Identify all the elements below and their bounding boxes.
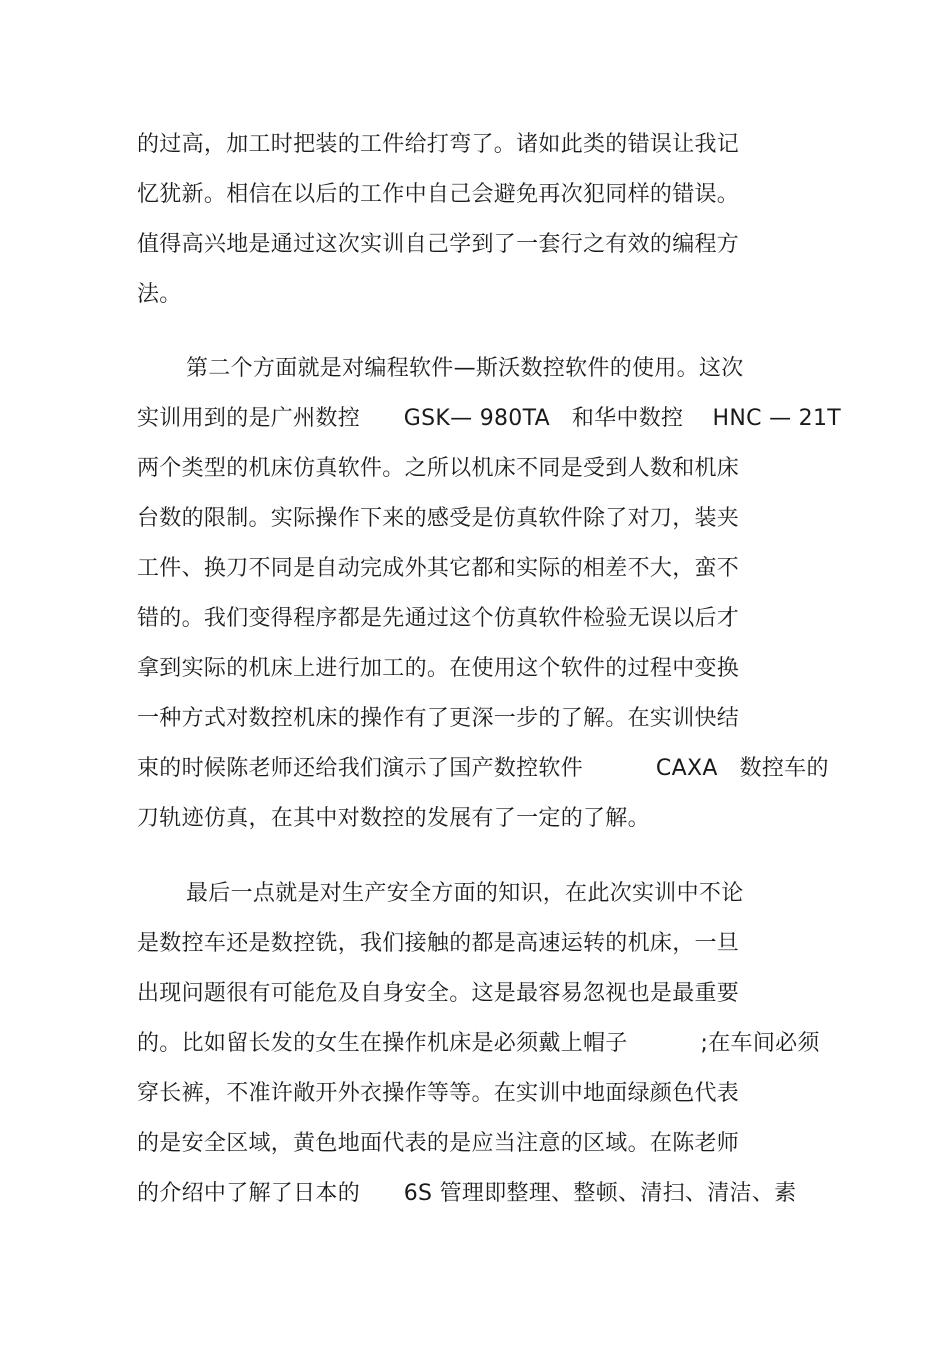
paragraph-3-line-5: 穿长裤，不准许敞开外衣操作等等。在实训中地面绿颜色代表 <box>137 1081 740 1106</box>
paragraph-3-line-1: 最后一点就是对生产安全方面的知识，在此次实训中不论 <box>186 881 744 906</box>
paragraph-1-line-4: 法。 <box>137 282 182 307</box>
paragraph-3-line-3: 出现问题很有可能危及自身安全。这是最容易忽视也是最重要 <box>137 981 740 1006</box>
paragraph-3-line-2: 是数控车还是数控铣，我们接触的都是高速运转的机床，一旦 <box>137 931 740 956</box>
paragraph-2-line-9: 束的时候陈老师还给我们演示了国产数控软件 CAXA 数控车的 <box>137 756 829 781</box>
paragraph-3-line-7: 的介绍中了解了日本的 6S 管理即整理、整顿、清扫、清洁、素 <box>137 1181 797 1206</box>
paragraph-2-line-1: 第二个方面就是对编程软件—斯沃数控软件的使用。这次 <box>186 356 744 381</box>
paragraph-2-line-10: 刀轨迹仿真，在其中对数控的发展有了一定的了解。 <box>137 806 650 831</box>
paragraph-1-line-1: 的过高，加工时把装的工件给打弯了。诸如此类的错误让我记 <box>137 132 740 157</box>
paragraph-2-line-8: 一种方式对数控机床的操作有了更深一步的了解。在实训快结 <box>137 706 740 731</box>
paragraph-3-line-4: 的。比如留长发的女生在操作机床是必须戴上帽子 ;在车间必须 <box>137 1031 820 1056</box>
paragraph-2-line-7: 拿到实际的机床上进行加工的。在使用这个软件的过程中变换 <box>137 656 740 681</box>
paragraph-2-line-3: 两个类型的机床仿真软件。之所以机床不同是受到人数和机床 <box>137 456 740 481</box>
paragraph-1-line-2: 忆犹新。相信在以后的工作中自己会避免再次犯同样的错误。 <box>137 182 740 207</box>
paragraph-2-line-5: 工件、换刀不同是自动完成外其它都和实际的相差不大，蛮不 <box>137 556 740 581</box>
paragraph-2-line-2: 实训用到的是广州数控 GSK— 980TA 和华中数控 HNC — 21T <box>137 406 841 431</box>
paragraph-1-line-3: 值得高兴地是通过这次实训自己学到了一套行之有效的编程方 <box>137 232 740 257</box>
paragraph-2-line-4: 台数的限制。实际操作下来的感受是仿真软件除了对刀，装夹 <box>137 506 740 531</box>
paragraph-3-line-6: 的是安全区域，黄色地面代表的是应当注意的区域。在陈老师 <box>137 1131 740 1156</box>
paragraph-2-line-6: 错的。我们变得程序都是先通过这个仿真软件检验无误以后才 <box>137 606 740 631</box>
